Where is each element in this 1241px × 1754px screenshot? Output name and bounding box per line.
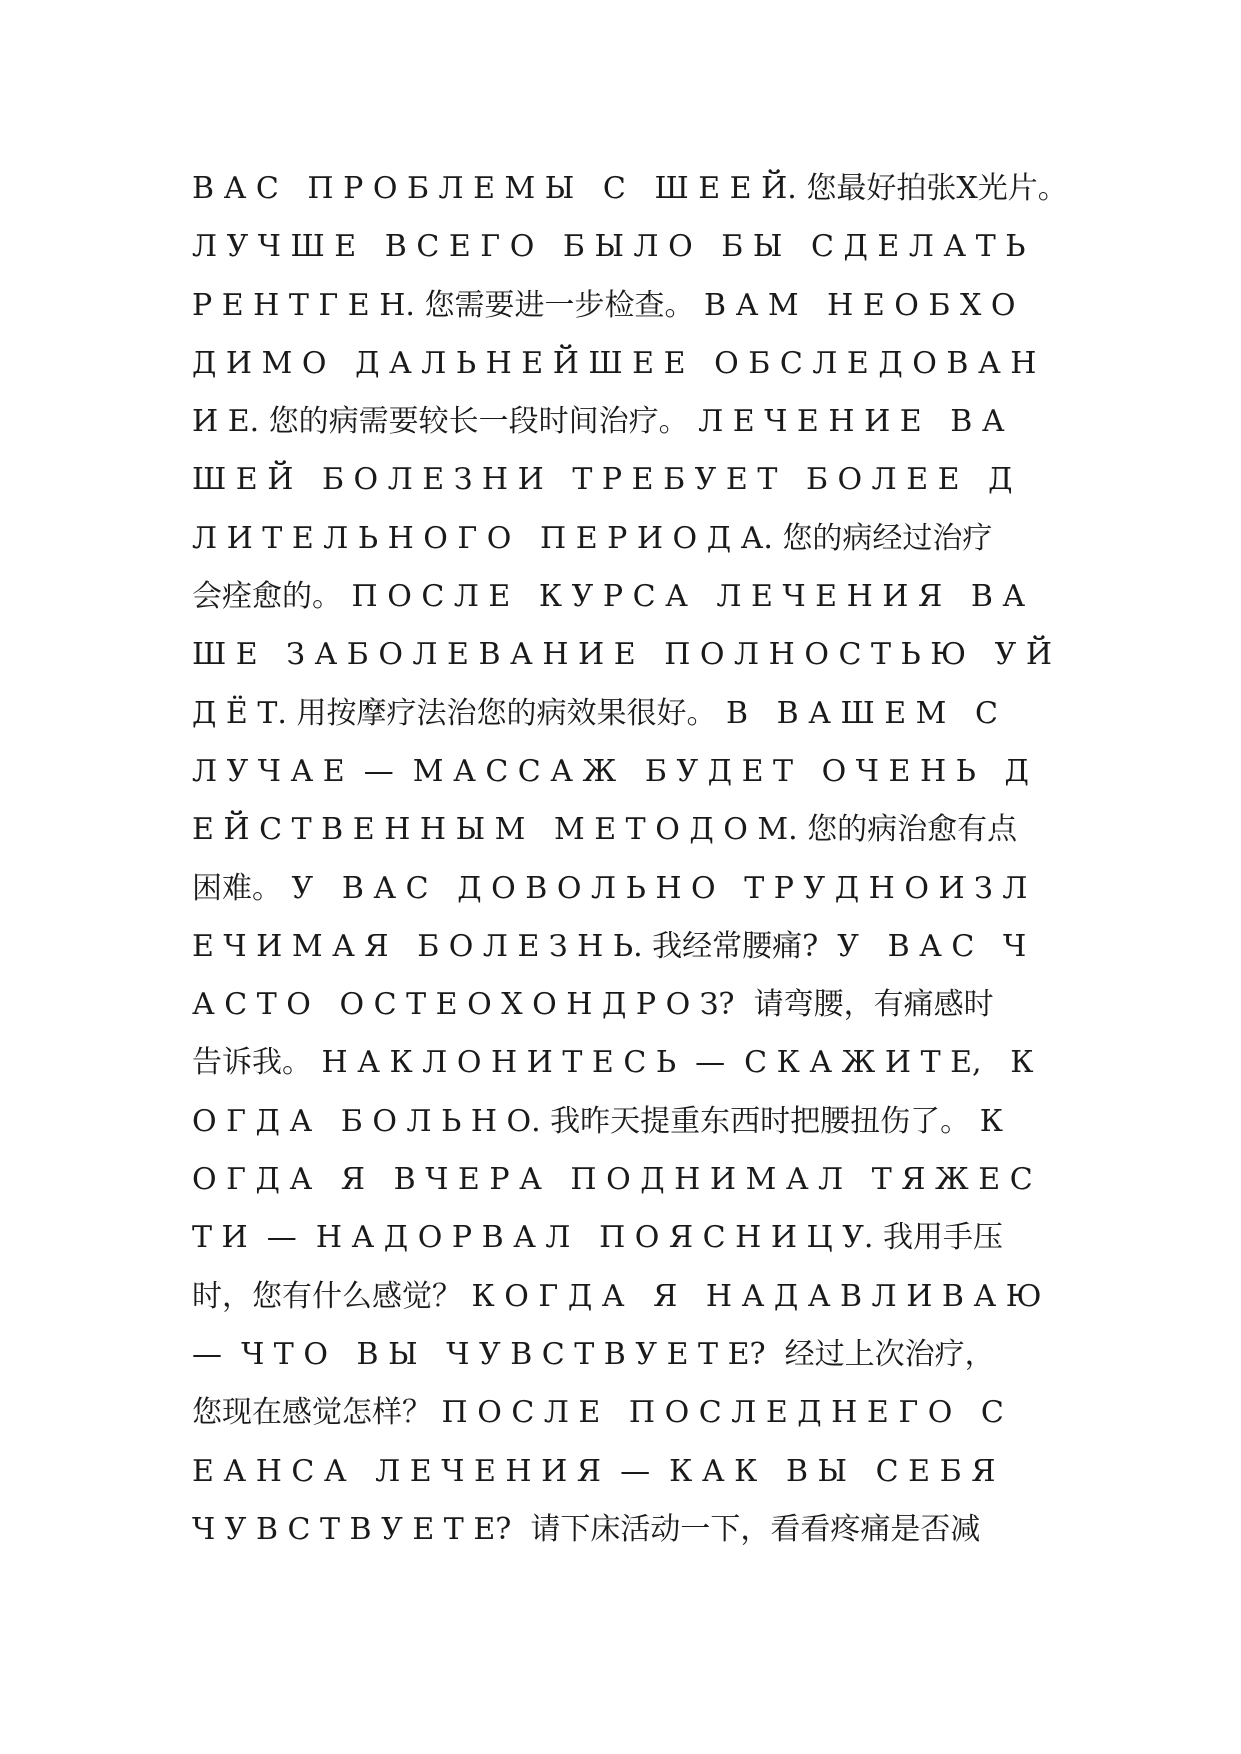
text-line: Л У Ч А Е — М А С С А Ж Б У Д Е Т О Ч Е Н Ь Д [192, 753, 1029, 789]
text-line: Д Ё Т. 用按摩疗法治您的病效果很好。 В В А Ш Е М С [192, 695, 998, 731]
text-line: Т И — Н А Д О Р В А Л П О Я С Н И Ц У. 我用手压 [192, 1220, 1003, 1256]
text-line: 您现在感觉怎样？ П О С Л Е П О С Л Е Д Н Е Г О С [192, 1395, 1004, 1431]
text-line: А С Т О О С Т Е О Х О Н Д Р О З? 请弯腰，有痛感时 [192, 987, 994, 1023]
text-line: Л У Ч Ш Е В С Е Г О Б Ы Л О Б Ы С Д Е Л А Т Ь [192, 229, 1026, 265]
text-line: Е Ч И М А Я Б О Л Е З Н Ь. 我经常腰痛? У В А С Ч [192, 928, 1027, 964]
text-line: Д И М О Д А Л Ь Н Е Й Ш Е Е О Б С Л Е Д О В А Н [192, 345, 1037, 381]
text-line: Е Й С Т В Е Н Н Ы М М Е Т О Д О М. 您的病治愈有点 [192, 812, 1018, 848]
text-line: — Ч Т О В Ы Ч У В С Т В У Е Т Е? 经过上次治疗， [192, 1336, 995, 1372]
text-line: О Г Д А Я В Ч Е Р А П О Д Н И М А Л Т Я Ж Е С [192, 1162, 1033, 1198]
text-line: 时，您有什么感觉？ К О Г Д А Я Н А Д А В Л И В А Ю [192, 1278, 1042, 1314]
text-line: Ш Е З А Б О Л Е В А Н И Е П О Л Н О С Т Ь Ю У Й [192, 637, 1053, 673]
document-body-text [192, 160, 1072, 1559]
text-line: Ш Е Й Б О Л Е З Н И Т Р Е Б У Е Т Б О Л Е Е Д [192, 462, 1013, 498]
text-line: 会痊愈的。 П О С Л Е К У Р С А Л Е Ч Е Н И Я В А [192, 579, 1026, 615]
text-line: Ч У В С Т В У Е Т Е? 请下床活动一下，看看疼痛是否减 [192, 1511, 981, 1547]
text-line: 告诉我。 Н А К Л О Н И Т Е С Ь — С К А Ж И Т Е, К [192, 1045, 1034, 1081]
text-line: Л И Т Е Л Ь Н О Г О П Е Р И О Д А. 您的病经过治疗 [192, 520, 993, 556]
text-line: Е А Н С А Л Е Ч Е Н И Я — К А К В Ы С Е Б Я [192, 1453, 996, 1489]
text-line: 困难。 У В А С Д О В О Л Ь Н О Т Р У Д Н О И З Л [192, 870, 1028, 906]
text-line: О Г Д А Б О Л Ь Н О. 我昨天提重东西时把腰扭伤了。 К [192, 1103, 1003, 1139]
text-line: Р Е Н Т Г Е Н. 您需要进一步检查。 В А М Н Е О Б Х О [192, 287, 1016, 323]
text-line: В А С П Р О Б Л Е М Ы С Ш Е Е Й. 您最好拍张X光片。 [192, 171, 1068, 206]
text-line: И Е. 您的病需要较长一段时间治疗。 Л Е Ч Е Н И Е В А [192, 404, 1005, 440]
